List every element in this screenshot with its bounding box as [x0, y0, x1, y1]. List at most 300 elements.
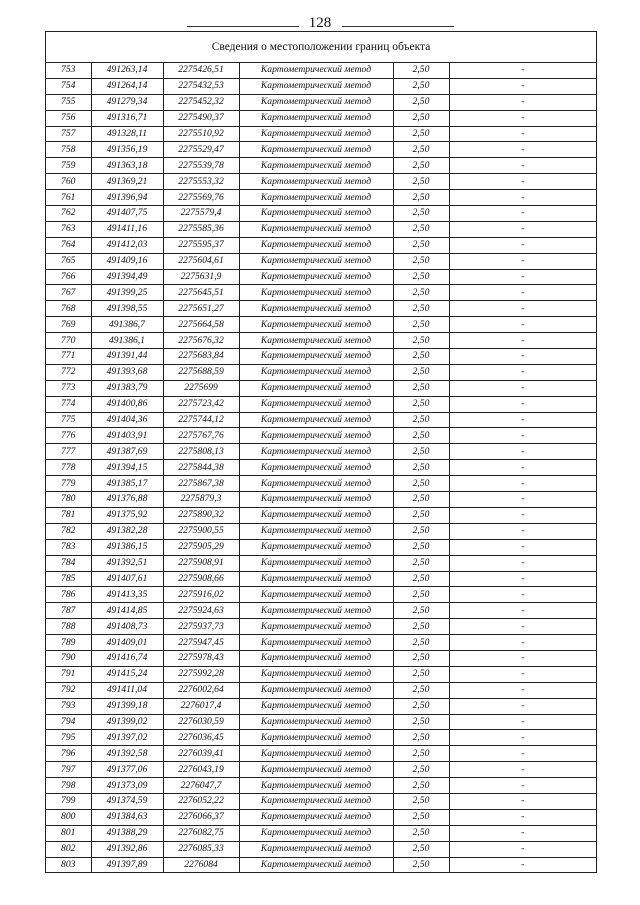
- table-row: [46, 412, 596, 428]
- y-coordinate-cell: 2276036,45: [163, 730, 239, 746]
- accuracy-cell: 2,50: [393, 714, 449, 730]
- note-cell: -: [449, 793, 596, 809]
- point-number-cell: 764: [46, 237, 91, 253]
- point-number-cell: 796: [46, 746, 91, 762]
- method-cell: Картометрический метод: [239, 635, 393, 651]
- note-cell: -: [449, 412, 596, 428]
- accuracy-cell: 2,50: [393, 206, 449, 222]
- method-cell: Картометрический метод: [239, 428, 393, 444]
- point-number-cell: 782: [46, 523, 91, 539]
- method-cell: Картометрический метод: [239, 539, 393, 555]
- note-cell: -: [449, 476, 596, 492]
- point-number-cell: 779: [46, 476, 91, 492]
- method-cell: Картометрический метод: [239, 650, 393, 666]
- y-coordinate-cell: 2275688,59: [163, 364, 239, 380]
- point-number-cell: 762: [46, 206, 91, 222]
- x-coordinate-cell: 491398,55: [91, 301, 163, 317]
- point-number-cell: 772: [46, 364, 91, 380]
- point-number-cell: 781: [46, 507, 91, 523]
- table-row: [46, 825, 596, 841]
- method-cell: Картометрический метод: [239, 221, 393, 237]
- x-coordinate-cell: 491377,06: [91, 762, 163, 778]
- point-number-cell: 771: [46, 349, 91, 365]
- table-row: [46, 380, 596, 396]
- accuracy-cell: 2,50: [393, 619, 449, 635]
- method-cell: Картометрический метод: [239, 126, 393, 142]
- accuracy-cell: 2,50: [393, 349, 449, 365]
- point-number-cell: 765: [46, 253, 91, 269]
- y-coordinate-cell: 2275978,43: [163, 650, 239, 666]
- x-coordinate-cell: 491411,16: [91, 221, 163, 237]
- y-coordinate-cell: 2276043,19: [163, 762, 239, 778]
- note-cell: -: [449, 158, 596, 174]
- accuracy-cell: 2,50: [393, 809, 449, 825]
- accuracy-cell: 2,50: [393, 857, 449, 872]
- method-cell: Картометрический метод: [239, 237, 393, 253]
- x-coordinate-cell: 491412,03: [91, 237, 163, 253]
- table-row: [46, 698, 596, 714]
- table-row: [46, 587, 596, 603]
- note-cell: -: [449, 571, 596, 587]
- boundary-points-table: [46, 63, 596, 872]
- note-cell: -: [449, 349, 596, 365]
- y-coordinate-cell: 2275510,92: [163, 126, 239, 142]
- table-row: [46, 94, 596, 110]
- point-number-cell: 767: [46, 285, 91, 301]
- method-cell: Картометрический метод: [239, 396, 393, 412]
- method-cell: Картометрический метод: [239, 174, 393, 190]
- table-row: [46, 63, 596, 78]
- table-row: [46, 650, 596, 666]
- accuracy-cell: 2,50: [393, 317, 449, 333]
- x-coordinate-cell: 491397,02: [91, 730, 163, 746]
- point-number-cell: 789: [46, 635, 91, 651]
- y-coordinate-cell: 2275595,37: [163, 237, 239, 253]
- x-coordinate-cell: 491386,1: [91, 333, 163, 349]
- y-coordinate-cell: 2275767,76: [163, 428, 239, 444]
- table-row: [46, 555, 596, 571]
- point-number-cell: 784: [46, 555, 91, 571]
- point-number-cell: 755: [46, 94, 91, 110]
- table-row: [46, 507, 596, 523]
- point-number-cell: 802: [46, 841, 91, 857]
- y-coordinate-cell: 2275908,66: [163, 571, 239, 587]
- note-cell: -: [449, 78, 596, 94]
- accuracy-cell: 2,50: [393, 158, 449, 174]
- accuracy-cell: 2,50: [393, 396, 449, 412]
- method-cell: Картометрический метод: [239, 666, 393, 682]
- method-cell: Картометрический метод: [239, 380, 393, 396]
- y-coordinate-cell: 2275664,58: [163, 317, 239, 333]
- x-coordinate-cell: 491374,59: [91, 793, 163, 809]
- point-number-cell: 786: [46, 587, 91, 603]
- method-cell: Картометрический метод: [239, 809, 393, 825]
- y-coordinate-cell: 2275908,91: [163, 555, 239, 571]
- x-coordinate-cell: 491404,36: [91, 412, 163, 428]
- x-coordinate-cell: 491387,69: [91, 444, 163, 460]
- accuracy-cell: 2,50: [393, 698, 449, 714]
- method-cell: Картометрический метод: [239, 63, 393, 78]
- table-row: [46, 857, 596, 872]
- accuracy-cell: 2,50: [393, 730, 449, 746]
- method-cell: Картометрический метод: [239, 269, 393, 285]
- page-number: 128: [303, 15, 338, 31]
- accuracy-cell: 2,50: [393, 778, 449, 794]
- note-cell: -: [449, 460, 596, 476]
- x-coordinate-cell: 491392,51: [91, 555, 163, 571]
- method-cell: Картометрический метод: [239, 142, 393, 158]
- y-coordinate-cell: 2275947,45: [163, 635, 239, 651]
- accuracy-cell: 2,50: [393, 666, 449, 682]
- x-coordinate-cell: 491413,35: [91, 587, 163, 603]
- y-coordinate-cell: 2276052,22: [163, 793, 239, 809]
- note-cell: -: [449, 206, 596, 222]
- table-row: [46, 444, 596, 460]
- point-number-cell: 790: [46, 650, 91, 666]
- accuracy-cell: 2,50: [393, 412, 449, 428]
- y-coordinate-cell: 2275992,28: [163, 666, 239, 682]
- table-row: [46, 253, 596, 269]
- x-coordinate-cell: 491399,02: [91, 714, 163, 730]
- note-cell: -: [449, 857, 596, 872]
- point-number-cell: 803: [61, 858, 76, 870]
- y-coordinate-cell: 2275452,32: [163, 94, 239, 110]
- point-number-cell: 776: [46, 428, 91, 444]
- accuracy-cell: 2,50: [393, 301, 449, 317]
- page-number-wrap: [0, 14, 640, 32]
- method-cell: Картометрический метод: [239, 476, 393, 492]
- y-coordinate-cell: 2275744,12: [163, 412, 239, 428]
- y-coordinate-cell: 2275631,9: [163, 269, 239, 285]
- x-coordinate-cell: 491403,91: [91, 428, 163, 444]
- accuracy-cell: 2,50: [393, 78, 449, 94]
- method-cell: Картометрический метод: [239, 793, 393, 809]
- method-cell: Картометрический метод: [239, 714, 393, 730]
- point-number-cell: 769: [46, 317, 91, 333]
- x-coordinate-cell: 491416,74: [91, 650, 163, 666]
- method-cell: Картометрический метод: [239, 285, 393, 301]
- accuracy-cell: 2,50: [393, 476, 449, 492]
- accuracy-cell: 2,50: [393, 253, 449, 269]
- accuracy-cell: 2,50: [393, 762, 449, 778]
- x-coordinate-cell: 491392,58: [91, 746, 163, 762]
- note-cell: -: [449, 666, 596, 682]
- accuracy-cell: 2,50: [393, 635, 449, 651]
- x-coordinate-cell: 491408,73: [91, 619, 163, 635]
- point-number-cell: 775: [46, 412, 91, 428]
- y-coordinate-cell: 2275723,42: [163, 396, 239, 412]
- table-row: [46, 158, 596, 174]
- point-number-cell: 777: [46, 444, 91, 460]
- accuracy-cell: 2,50: [393, 126, 449, 142]
- x-coordinate-cell: 491396,94: [91, 190, 163, 206]
- table-row: [46, 714, 596, 730]
- y-coordinate-cell: 2275529,47: [163, 142, 239, 158]
- x-coordinate-cell: 491373,09: [91, 778, 163, 794]
- method-cell: Картометрический метод: [239, 730, 393, 746]
- y-coordinate-cell: 2275879,3: [163, 492, 239, 508]
- method-cell: Картометрический метод: [239, 301, 393, 317]
- note-cell: -: [449, 619, 596, 635]
- y-coordinate-cell: 2275699: [163, 380, 239, 396]
- x-coordinate-cell: 491279,34: [91, 94, 163, 110]
- point-number-cell: 753: [46, 63, 91, 78]
- y-coordinate-cell: 2275916,02: [163, 587, 239, 603]
- x-coordinate-cell: 491407,75: [91, 206, 163, 222]
- method-cell: Картометрический метод: [239, 778, 393, 794]
- y-coordinate-cell: 2276047,7: [163, 778, 239, 794]
- y-coordinate-cell: 2275900,55: [163, 523, 239, 539]
- table-row: [46, 206, 596, 222]
- note-cell: -: [449, 110, 596, 126]
- note-cell: -: [449, 94, 596, 110]
- point-number-cell: 792: [46, 682, 91, 698]
- method-cell: Картометрический метод: [239, 682, 393, 698]
- note-cell: -: [449, 730, 596, 746]
- x-coordinate-cell: 491391,44: [91, 349, 163, 365]
- method-cell: Картометрический метод: [239, 523, 393, 539]
- x-coordinate-cell: 491386,15: [91, 539, 163, 555]
- note-cell: -: [449, 762, 596, 778]
- accuracy-cell: 2,50: [393, 237, 449, 253]
- method-cell: Картометрический метод: [239, 762, 393, 778]
- x-coordinate-cell: 491383,79: [91, 380, 163, 396]
- point-number-cell: 756: [46, 110, 91, 126]
- table-row: [46, 269, 596, 285]
- method-cell: Картометрический метод: [239, 619, 393, 635]
- point-number-cell: 780: [46, 492, 91, 508]
- method-cell: Картометрический метод: [239, 110, 393, 126]
- table-row: [46, 349, 596, 365]
- table-row: [46, 428, 596, 444]
- table-row: [46, 809, 596, 825]
- y-coordinate-cell: 2275426,51: [163, 63, 239, 78]
- point-number-cell: 793: [46, 698, 91, 714]
- x-coordinate-cell: 491392,86: [91, 841, 163, 857]
- accuracy-cell: 2,50: [393, 444, 449, 460]
- table-row: [46, 190, 596, 206]
- point-number-cell: 791: [46, 666, 91, 682]
- method-cell: Картометрический метод: [239, 571, 393, 587]
- method-cell: Картометрический метод: [239, 841, 393, 857]
- point-number-cell: 800: [46, 809, 91, 825]
- y-coordinate-cell: 2275645,51: [163, 285, 239, 301]
- x-coordinate-cell: 491264,14: [91, 78, 163, 94]
- table-row: [46, 635, 596, 651]
- table-row: [46, 762, 596, 778]
- point-number-cell: 766: [46, 269, 91, 285]
- accuracy-cell: 2,50: [393, 746, 449, 762]
- table-row: [46, 221, 596, 237]
- accuracy-cell: 2,50: [393, 587, 449, 603]
- y-coordinate-cell: 2275569,76: [163, 190, 239, 206]
- point-number-cell: 801: [46, 825, 91, 841]
- x-coordinate-cell: 491415,24: [91, 666, 163, 682]
- point-number-cell: 760: [46, 174, 91, 190]
- y-coordinate-cell: 2276039,41: [163, 746, 239, 762]
- accuracy-cell: 2,50: [393, 428, 449, 444]
- table-row: [46, 603, 596, 619]
- table-row: [46, 285, 596, 301]
- y-coordinate-cell: 2276082,75: [163, 825, 239, 841]
- accuracy-cell: 2,50: [393, 555, 449, 571]
- method-cell: Картометрический метод: [239, 825, 393, 841]
- method-cell: Картометрический метод: [239, 444, 393, 460]
- table-row: [46, 396, 596, 412]
- table-row: [46, 460, 596, 476]
- y-coordinate-cell: 2275432,53: [163, 78, 239, 94]
- method-cell: Картометрический метод: [239, 349, 393, 365]
- x-coordinate-cell: 491356,19: [91, 142, 163, 158]
- accuracy-cell: 2,50: [393, 825, 449, 841]
- y-coordinate-cell: 2275683,84: [163, 349, 239, 365]
- y-coordinate-cell: 2275651,27: [163, 301, 239, 317]
- y-coordinate-cell: 2276066,37: [163, 809, 239, 825]
- y-coordinate-cell: 2275808,13: [163, 444, 239, 460]
- note-cell: -: [449, 317, 596, 333]
- accuracy-cell: 2,50: [393, 539, 449, 555]
- accuracy-cell: 2,50: [393, 603, 449, 619]
- method-cell: Картометрический метод: [239, 587, 393, 603]
- note-cell: -: [449, 825, 596, 841]
- y-coordinate-cell: 2275579,4: [163, 206, 239, 222]
- table-row: [46, 793, 596, 809]
- note-cell: -: [449, 285, 596, 301]
- note-cell: -: [449, 380, 596, 396]
- method-cell: Картометрический метод: [239, 317, 393, 333]
- method-cell: Картометрический метод: [239, 603, 393, 619]
- x-coordinate-cell: 491393,68: [91, 364, 163, 380]
- note-cell: -: [449, 126, 596, 142]
- y-coordinate-cell: 2275924,63: [163, 603, 239, 619]
- x-coordinate-cell: 491316,71: [91, 110, 163, 126]
- point-number-cell: 774: [46, 396, 91, 412]
- accuracy-cell: 2,50: [393, 269, 449, 285]
- y-coordinate-cell: 2275490,37: [163, 110, 239, 126]
- note-cell: -: [449, 698, 596, 714]
- table-row: [46, 666, 596, 682]
- table-row: [46, 492, 596, 508]
- method-cell: Картометрический метод: [239, 78, 393, 94]
- note-cell: -: [449, 174, 596, 190]
- note-cell: -: [449, 444, 596, 460]
- x-coordinate-cell: 491263,14: [91, 63, 163, 78]
- accuracy-cell: 2,50: [393, 380, 449, 396]
- note-cell: -: [449, 301, 596, 317]
- table-row: [46, 778, 596, 794]
- y-coordinate-cell: 2275844,38: [163, 460, 239, 476]
- method-cell: Картометрический метод: [239, 94, 393, 110]
- y-coordinate-cell: 2276017,4: [163, 698, 239, 714]
- accuracy-cell: 2,50: [393, 523, 449, 539]
- accuracy-cell: 2,50: [393, 63, 449, 78]
- note-cell: -: [449, 841, 596, 857]
- table-row: [46, 126, 596, 142]
- point-number-cell: 778: [46, 460, 91, 476]
- note-cell: -: [449, 603, 596, 619]
- y-coordinate-cell: 2275937,73: [163, 619, 239, 635]
- method-cell: Картометрический метод: [239, 206, 393, 222]
- note-cell: -: [449, 635, 596, 651]
- table-row: [46, 237, 596, 253]
- note-cell: -: [449, 269, 596, 285]
- table-row: [46, 110, 596, 126]
- y-coordinate-cell: 2275867,38: [163, 476, 239, 492]
- x-coordinate-cell: 491384,63: [91, 809, 163, 825]
- note-cell: -: [449, 428, 596, 444]
- x-coordinate-cell: 491394,49: [91, 269, 163, 285]
- note-cell: -: [449, 253, 596, 269]
- method-cell: Картометрический метод: [239, 460, 393, 476]
- accuracy-cell: 2,50: [393, 285, 449, 301]
- table-row: [46, 746, 596, 762]
- accuracy-cell: 2,50: [393, 333, 449, 349]
- y-coordinate-cell: 2275676,32: [163, 333, 239, 349]
- x-coordinate-cell: 491385,17: [91, 476, 163, 492]
- point-number-cell: 757: [46, 126, 91, 142]
- x-coordinate-cell: 491400,86: [91, 396, 163, 412]
- x-coordinate-cell: 491409,01: [91, 635, 163, 651]
- table-row: [46, 730, 596, 746]
- y-coordinate-cell: 2276002,64: [163, 682, 239, 698]
- x-coordinate-cell: 491375,92: [91, 507, 163, 523]
- y-coordinate-cell: 2275890,32: [163, 507, 239, 523]
- y-coordinate-cell: 2276084: [163, 857, 239, 872]
- note-cell: -: [449, 809, 596, 825]
- accuracy-cell: 2,50: [393, 221, 449, 237]
- point-number-cell: 770: [46, 333, 91, 349]
- point-number-cell: 799: [46, 793, 91, 809]
- accuracy-cell: 2,50: [393, 507, 449, 523]
- table-row: [46, 174, 596, 190]
- point-number-cell: 788: [46, 619, 91, 635]
- method-cell: Картометрический метод: [239, 857, 393, 872]
- x-coordinate-cell: 491399,25: [91, 285, 163, 301]
- note-cell: -: [449, 746, 596, 762]
- x-coordinate-cell: 491376,88: [91, 492, 163, 508]
- x-coordinate-cell: 491363,18: [91, 158, 163, 174]
- table-row: [46, 317, 596, 333]
- note-cell: -: [449, 221, 596, 237]
- boundary-table-sheet: [45, 31, 597, 873]
- table-row: [46, 333, 596, 349]
- y-coordinate-cell: 2275905,29: [163, 539, 239, 555]
- point-number-cell: 787: [46, 603, 91, 619]
- point-number-cell: 798: [46, 778, 91, 794]
- y-coordinate-cell: 2275604,61: [163, 253, 239, 269]
- x-coordinate-cell: 491411,04: [91, 682, 163, 698]
- point-number-cell: 763: [46, 221, 91, 237]
- table-row: [46, 523, 596, 539]
- method-cell: Картометрический метод: [239, 253, 393, 269]
- note-cell: -: [449, 539, 596, 555]
- x-coordinate-cell: 491382,28: [91, 523, 163, 539]
- accuracy-cell: 2,50: [393, 190, 449, 206]
- accuracy-cell: 2,50: [393, 793, 449, 809]
- accuracy-cell: 2,50: [393, 492, 449, 508]
- y-coordinate-cell: 2275585,36: [163, 221, 239, 237]
- table-row: [46, 539, 596, 555]
- table-row: [46, 301, 596, 317]
- table-row: [46, 619, 596, 635]
- table-body: [46, 63, 596, 872]
- point-number-cell: 759: [46, 158, 91, 174]
- y-coordinate-cell: 2276030,59: [163, 714, 239, 730]
- method-cell: Картометрический метод: [239, 507, 393, 523]
- x-coordinate-cell: 491394,15: [91, 460, 163, 476]
- point-number-cell: 785: [46, 571, 91, 587]
- note-cell: -: [449, 190, 596, 206]
